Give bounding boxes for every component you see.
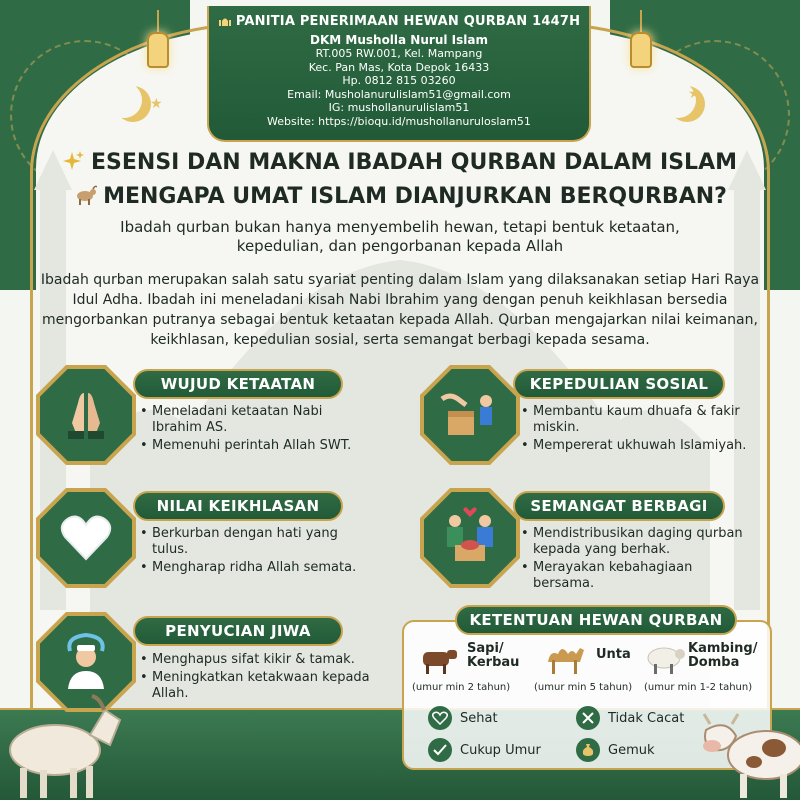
section-title-kepedulian: KEPEDULIAN SOSIAL	[513, 369, 725, 399]
praying-hands-icon	[36, 365, 136, 465]
cow-illustration	[696, 700, 800, 800]
list-item: • Mengharap ridha Allah semata.	[140, 560, 370, 576]
section-title-keikhlasan: NILAI KEIKHLASAN	[133, 491, 343, 521]
lantern-icon	[145, 10, 171, 68]
kepedulian-list	[521, 404, 761, 456]
animal-age-note: (umur min 1-2 tahun)	[644, 682, 753, 693]
header-address: RT.005 RW.001, Kel. Mampang	[315, 47, 483, 60]
tools-icon	[576, 706, 600, 730]
cow-icon	[417, 644, 461, 676]
camel-icon	[542, 642, 590, 676]
criteria-tidak-cacat	[576, 706, 684, 730]
header-panel	[207, 6, 591, 142]
section-title-penyucian: PENYUCIAN JIWA	[133, 616, 343, 646]
heart-icon	[36, 488, 136, 588]
question-title: MENGAPA UMAT ISLAM DIANJURKAN BERQURBAN?	[103, 184, 727, 209]
criteria-label: Gemuk	[608, 742, 655, 758]
check-icon	[428, 738, 452, 762]
animal-age-note: (umur min 2 tahun)	[412, 682, 511, 693]
keikhlasan-list	[140, 526, 370, 578]
header-instagram: IG: mushollanurulislam51	[328, 101, 470, 114]
subtitle-line-2: kepedulian, dan pengorbanan kepada Allah	[236, 237, 564, 255]
money-bag-icon	[576, 738, 600, 762]
subtitle-line-1: Ibadah qurban bukan hanya menyembelih hewan, tetapi bentuk ketaatan,	[120, 218, 680, 236]
main-title: ESENSI DAN MAKNA IBADAH QURBAN DALAM ISLAM	[91, 150, 737, 175]
list-item: • Memenuhi perintah Allah SWT.	[140, 438, 370, 454]
criteria-sehat	[428, 706, 498, 730]
star-icon: ★	[150, 96, 163, 112]
header-website: Website: https://bioqu.id/mushollanuruloslam51	[267, 114, 531, 128]
animal-name: Kambing/ Domba	[688, 641, 758, 670]
goat-icon	[73, 184, 97, 206]
star-icon: ★	[688, 86, 701, 102]
header-email: Email: Musholanurulislam51@gmail.com	[287, 87, 511, 101]
sparkles-icon	[63, 150, 85, 172]
crescent-moon-icon	[106, 82, 142, 118]
criteria-cukup-umur	[428, 738, 541, 762]
list-item: • Mendistribusikan daging qurban kepada yang berhak.	[521, 526, 751, 558]
ketentuan-title: KETENTUAN HEWAN QURBAN	[455, 605, 737, 635]
list-item: • Menghapus sifat kikir & tamak.	[140, 652, 380, 668]
criteria-label: Sehat	[460, 710, 498, 726]
sharing-people-icon	[420, 488, 520, 588]
animal-name: Sapi/ Kerbau	[467, 641, 520, 670]
list-item: • Mempererat ukhuwah Islamiyah.	[521, 438, 761, 454]
criteria-gemuk	[576, 738, 655, 762]
animal-age-note: (umur min 5 tahun)	[534, 682, 633, 693]
header-title: PANITIA PENERIMAAN HEWAN QURBAN 1447H	[235, 14, 581, 29]
intro-paragraph: Ibadah qurban merupakan salah satu syariat penting dalam Islam yang dilaksanakan setiap Hari Raya Idul Adha. Ibadah ini meneladani kisah Nabi Ibrahim yang dengan penuh keikhlasan bersedia mengorbankan putranya sebagai bentuk ketaatan kepada Allah. Qurban mengajarkan nilai keimanan, keikhlasan, kepedulian sosial, serta semangat berbagi kepada sesama.	[40, 272, 760, 348]
berbagi-list	[521, 526, 751, 594]
penyucian-list	[140, 652, 380, 704]
sheep-icon	[644, 644, 688, 678]
ketaatan-list	[140, 404, 370, 456]
goat-illustration	[0, 690, 130, 800]
mosque-icon	[218, 14, 232, 26]
list-item: • Meningkatkan ketakwaan kepada Allah.	[140, 670, 380, 702]
section-title-ketaatan: WUJUD KETAATAN	[133, 369, 343, 399]
criteria-label: Tidak Cacat	[608, 710, 685, 726]
header-district: Kec. Pan Mas, Kota Depok 16433	[308, 60, 490, 74]
animal-name: Unta	[596, 647, 631, 662]
section-title-berbagi: SEMANGAT BERBAGI	[513, 491, 725, 521]
list-item: • Berkurban dengan hati yang tulus.	[140, 526, 370, 558]
charity-box-icon	[420, 365, 520, 465]
list-item: • Membantu kaum dhuafa & fakir miskin.	[521, 404, 761, 436]
list-item: • Merayakan kebahagiaan bersama.	[521, 560, 751, 592]
header-org: DKM Musholla Nurul Islam	[310, 33, 488, 47]
header-phone: Hp. 0812 815 03260	[342, 74, 456, 87]
heartbeat-icon	[428, 706, 452, 730]
criteria-label: Cukup Umur	[460, 742, 541, 758]
lantern-icon	[628, 10, 654, 68]
list-item: • Meneladani ketaatan Nabi Ibrahim AS.	[140, 404, 370, 436]
